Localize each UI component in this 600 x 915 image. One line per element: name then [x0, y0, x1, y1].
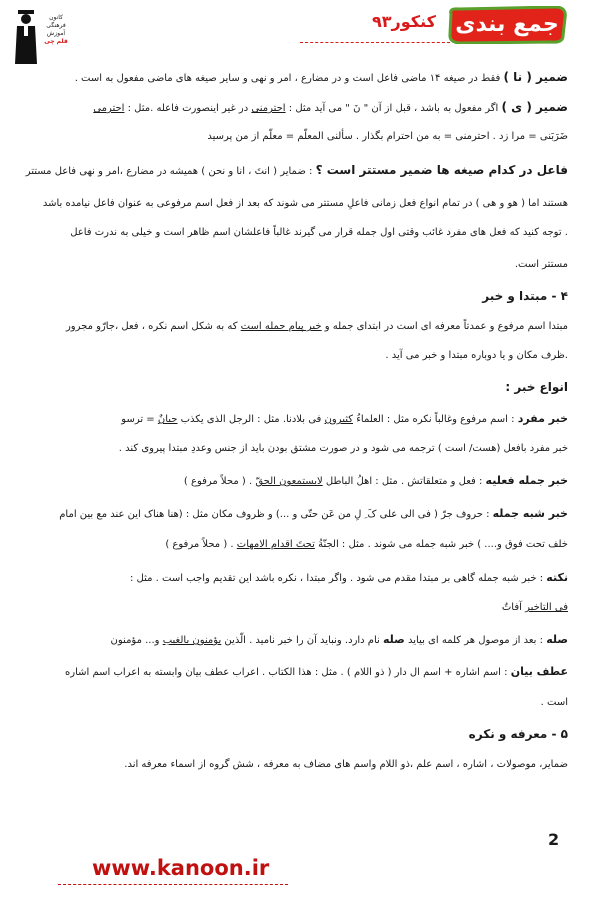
section-heading-marifa: ۵ - معرفه و نکره — [468, 727, 568, 741]
line-examples: ضَرَبَنی = مرا زد . احترمنی = به من احترام بگذار . سألنی المعلّم = معلّم از من پرسید — [207, 131, 568, 142]
kanoon-logo — [14, 8, 72, 66]
header-badge-text: جمع بندی — [455, 12, 559, 37]
line-pronoun-na: ضمیر ( نا ) فقط در صیغه ۱۴ ماضی فاعل است و در مضارع ، امر و نهی و سایر صیغه های ماضی مفعول به است . — [74, 70, 568, 84]
line-sila: صله : بعد از موصول هر کلمه ای بیاید صله نام دارد. ونباید آن را خبر نامید . الّذین یؤمنون بالغیب و... مؤمنون — [110, 633, 568, 646]
logo-text: کانون فرهنگی آموزش قلم چی — [44, 14, 68, 45]
line-hidden-subject: هستند اما ( هو و هی ) در تمام انواع فعل زمانی فاعلِ مستتر می شوند که بعد از فعل اسم مرفوعی به عنوان فاعل نیامده باشد — [42, 198, 568, 209]
line-subject-question: فاعل در کدام صیغه ها ضمیر مستتر است ؟ : ضمایر ( انتَ ، انا و نحن ) همیشه در مضارع ،امر و نهی فاعل مستتر — [25, 163, 568, 177]
graduate-icon — [14, 10, 38, 64]
page-number: 2 — [548, 830, 560, 849]
line-khabar-shibh: خبر شبه جمله : حروف جرّ ( فی الی علی کَ ِ لِ من عَن حتّی و ...) و ظروف مکان مثل : (هنا هناک این عند مع بین امام — [59, 507, 568, 520]
line-note-example: فی التاخیر آفاتٌ — [501, 602, 568, 613]
line-note: نکته : خبر شبه جمله گاهی بر مبتدا مقدم می شود . واگر مبتدا ، نکره باشد این تقدیم واجب است . مثل : — [130, 571, 568, 584]
line-khabar-fiiliya: خبر جمله فعلیه : فعل و متعلقاتش . مثل : اهلُ الباطل لایستمعون الحقّ . ( محلاً مرفوع ) — [183, 474, 568, 487]
header-divider — [300, 42, 450, 43]
line-marifa-def: ضمایر، موصولات ، اشاره ، اسم علم ،ذو اللام واسم های مضاف به معرفه ، شش گروه از اسماء معرفه اند. — [124, 759, 568, 770]
line-khabar-mufrad-2: خبر مفرد بافعل (هست/ است ) ترجمه می شود و در صورت مشتق بودن باید از جنس وعددِ مبتدا پیروی کند . — [118, 443, 568, 454]
line-mubtada-def-2: .ظرف مکان و یا دوباره مبتدا و خبر می آید . — [385, 350, 568, 361]
header-subtitle: کنکور۹۳ — [372, 12, 436, 31]
section-heading-mubtada: ۴ - مبتدا و خبر — [482, 289, 568, 303]
line-khabar-shibh-2: خلف تحت فوق و.... ) خبر شبه جمله می شوند . مثل : الجنّةُ تحتَ اقدام الامهات . ( محلاً مرفوع ) — [165, 539, 568, 550]
line-mubtada-def: مبتدا اسم مرفوع و عمدتاً معرفه ای است در ابتدای جمله و خبر پیام جمله است که به شکل اسم نکره ، فعل ،جارّو مجرور — [65, 321, 568, 332]
line-atf-bayan-2: است . — [540, 697, 568, 708]
subheading-khabar-types: انواع خبر : — [505, 380, 568, 394]
line-pronoun-ya: ضمیر ( ی ) اگر مفعول به باشد ، قبل از آن " نَ " می آید مثل : احترمنی در غیر اینصورت فاعله .مثل : احترمی — [93, 100, 568, 114]
website-link[interactable]: www.kanoon.ir — [92, 856, 270, 880]
line-atf-bayan: عطف بیان : اسم اشاره + اسم ال دار ( ذو اللام ) . مثل : هذا الکتاب . اعراب عطف بیان وابسته به اعراب اسم اشاره — [65, 665, 568, 678]
line-hidden-end: مستتر است. — [514, 259, 568, 270]
line-khabar-mufrad: خبر مفرد : اسم مرفوع وغالباً نکره مثل : العلماءُ کثیرون فی بلادنا. مثل : الرجل الذی یکذب جبانٌ = ترسو — [121, 412, 568, 425]
footer-divider — [58, 884, 288, 885]
line-third-person: . توجه کنید که فعل های مفرد غائب وقتی اول جمله قرار می گیرند غالباً فاعلشان اسم ظاهر است و خیلی به ندرت فاعل — [70, 227, 568, 238]
